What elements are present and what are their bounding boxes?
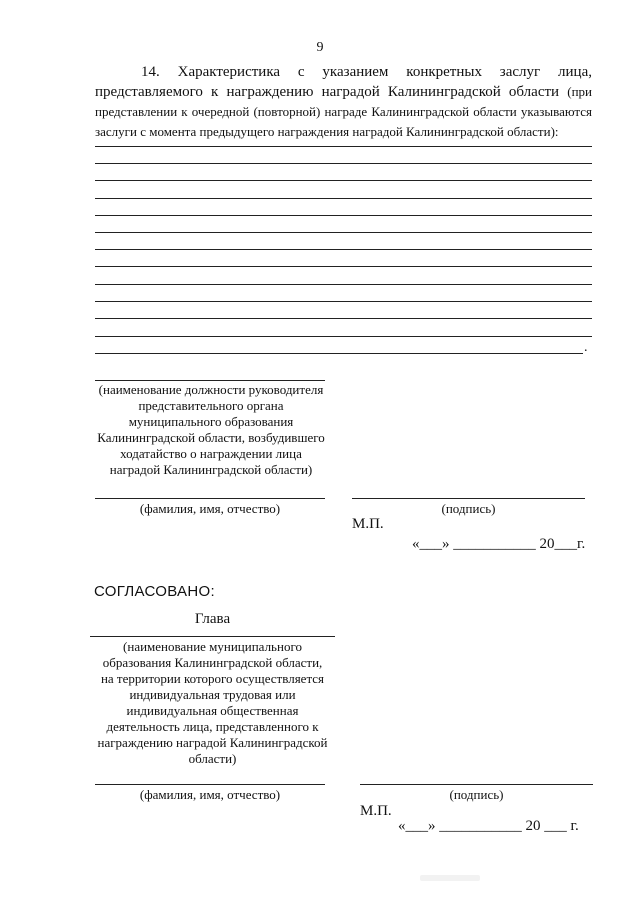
agreed-title: СОГЛАСОВАНО: <box>94 583 215 600</box>
caption-line: представительного органа <box>138 398 284 413</box>
section-14-line-2 <box>95 82 592 102</box>
caption-line: индивидуальная трудовая или <box>129 687 296 702</box>
seal-mark: М.П. <box>360 803 392 819</box>
signature-line[interactable] <box>352 498 585 499</box>
fill-line[interactable] <box>95 215 592 216</box>
position-caption <box>80 382 342 478</box>
municipality-line[interactable] <box>90 636 335 637</box>
caption-line: деятельность лица, представленного к <box>106 719 319 734</box>
fill-line[interactable] <box>95 232 592 233</box>
municipality-caption <box>80 639 345 767</box>
signature-caption: (подпись) <box>441 501 496 516</box>
fill-line[interactable] <box>95 146 592 147</box>
caption-line: ходатайство о награждении лица <box>120 446 302 461</box>
section-14-line-1: 14. Характеристика с указанием конкретных заслуг лица, <box>141 64 592 80</box>
fill-line[interactable] <box>95 284 592 285</box>
section-14-line-2-main: представляемого к награждению наградой Калининградской области <box>95 84 560 100</box>
seal-mark: М.П. <box>352 516 384 532</box>
caption-line: Калининградской области, возбудившего <box>97 430 325 445</box>
head-title: Глава <box>194 611 231 627</box>
caption-line: индивидуальная общественная <box>126 703 299 718</box>
fill-line[interactable] <box>95 266 592 267</box>
fill-line[interactable] <box>95 318 592 319</box>
caption-line: на территории которого осуществляется <box>100 671 325 686</box>
faint-stamp <box>420 875 480 881</box>
caption-line: наградой Калининградской области) <box>109 462 313 477</box>
caption-line: (наименование муниципального <box>123 639 302 654</box>
section-14-line-3: представлении к очередной (повторной) награде Калининградской области указываются <box>95 104 592 119</box>
caption-line: муниципального образования <box>128 414 294 429</box>
caption-line: области) <box>188 751 237 766</box>
section-14-line-2-note: (при <box>567 84 592 99</box>
fill-line[interactable] <box>95 198 592 199</box>
page-number: 9 <box>316 40 324 55</box>
date-line[interactable]: «___» ___________ 20___г. <box>412 536 586 552</box>
fio-caption: (фамилия, имя, отчество) <box>139 501 281 516</box>
fill-line[interactable] <box>95 336 592 337</box>
fill-line-last[interactable] <box>95 353 583 354</box>
section-14-heading <box>95 62 592 142</box>
fio-line[interactable] <box>95 498 325 499</box>
fill-line[interactable] <box>95 301 592 302</box>
caption-line: награждению наградой Калининградской <box>97 735 328 750</box>
signature-line[interactable] <box>360 784 593 785</box>
fio-line[interactable] <box>95 784 325 785</box>
fill-line[interactable] <box>95 180 592 181</box>
signature-caption: (подпись) <box>449 787 504 802</box>
section-14-line-4: заслуги с момента предыдущего награждения наградой Калининградской области): <box>95 124 559 139</box>
date-line[interactable]: «___» ___________ 20 ___ г. <box>398 818 579 834</box>
end-period: . <box>584 340 588 355</box>
fio-caption: (фамилия, имя, отчество) <box>139 787 281 802</box>
fill-line[interactable] <box>95 163 592 164</box>
fill-line[interactable] <box>95 249 592 250</box>
position-line[interactable] <box>95 380 325 381</box>
caption-line: образования Калининградской области, <box>102 655 323 670</box>
caption-line: (наименование должности руководителя <box>98 382 324 397</box>
